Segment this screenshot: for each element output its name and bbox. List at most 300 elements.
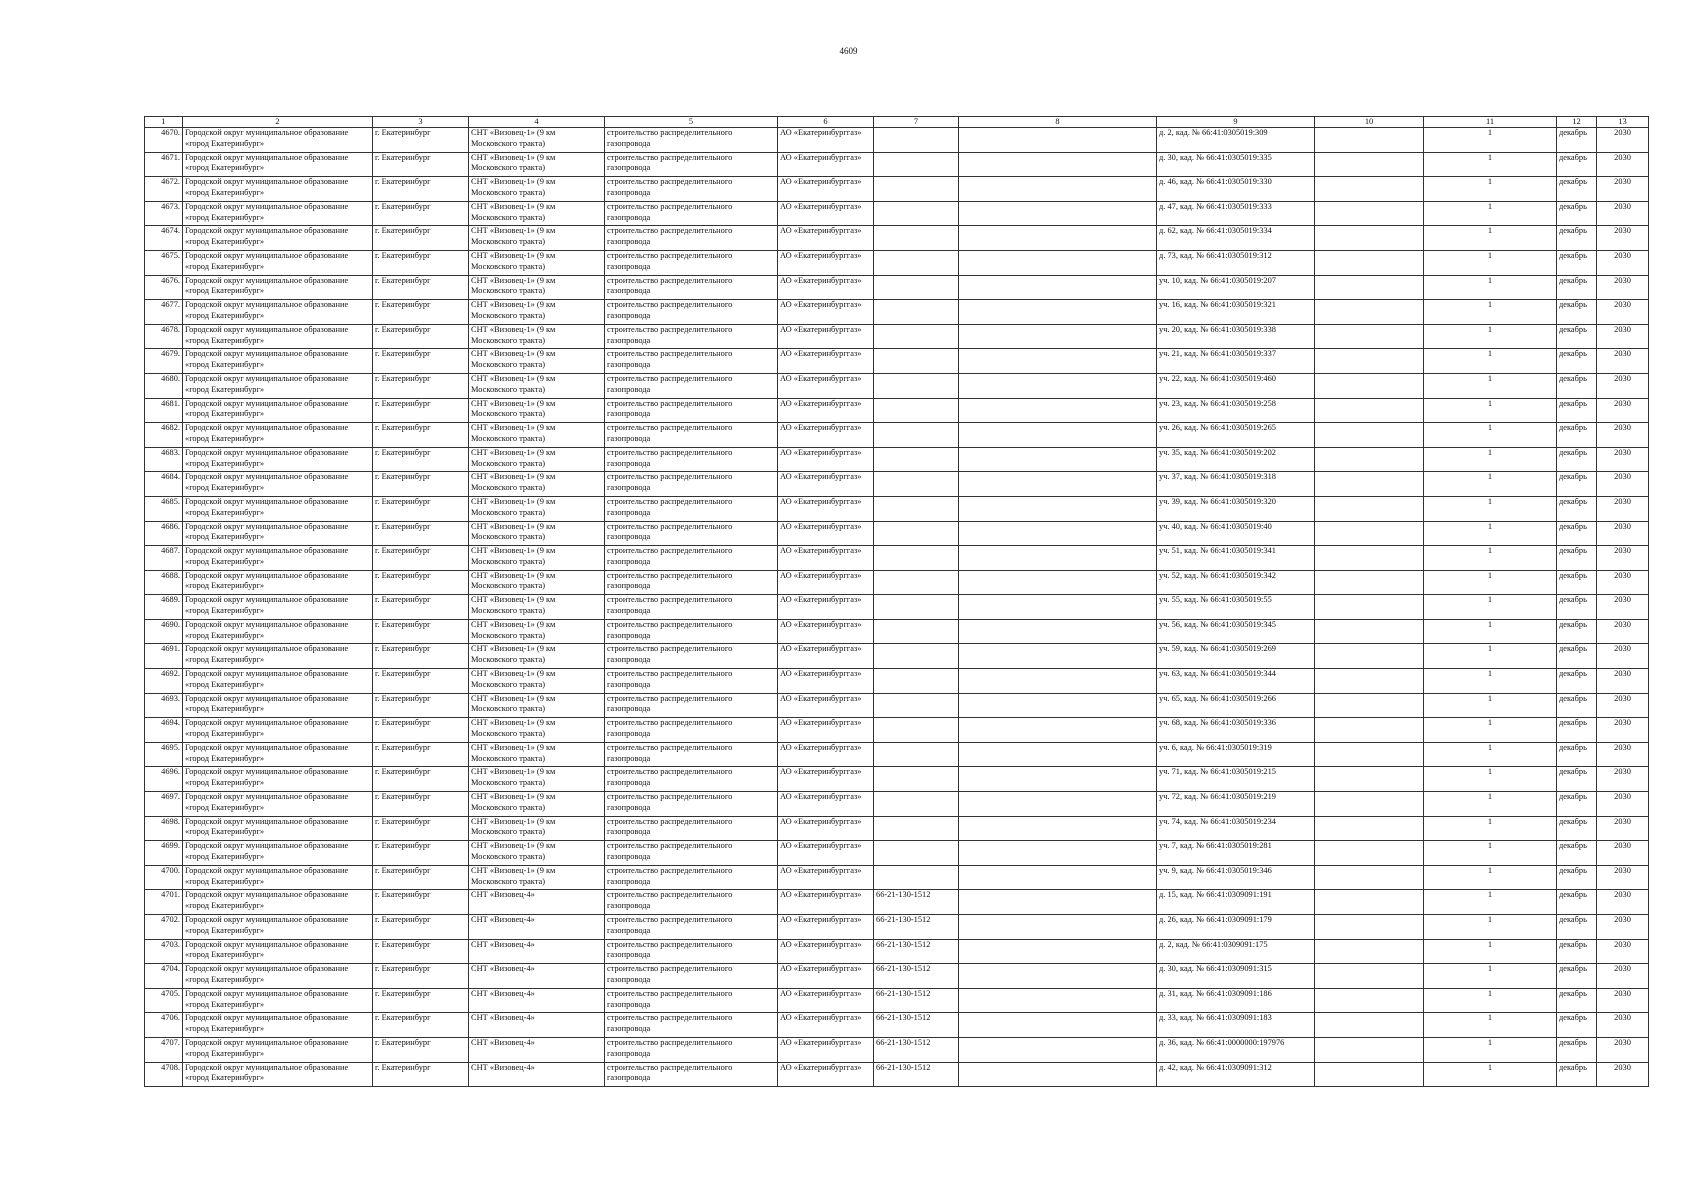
city: г. Екатеринбург bbox=[373, 226, 469, 251]
permit-number bbox=[874, 521, 959, 546]
quantity: 1 bbox=[1424, 570, 1557, 595]
quantity: 1 bbox=[1424, 890, 1557, 915]
address: СНТ «Визовец-1» (9 км Московского тракта) bbox=[469, 644, 605, 669]
column-10-cell bbox=[1315, 300, 1424, 325]
table-row bbox=[145, 669, 1649, 694]
year: 2030 bbox=[1597, 595, 1649, 620]
cadastral-number: уч. 6, кад. № 66:41:0305019:319 bbox=[1157, 742, 1315, 767]
column-10-cell bbox=[1315, 1013, 1424, 1038]
quantity: 1 bbox=[1424, 423, 1557, 448]
table-row bbox=[145, 177, 1649, 202]
row-number: 4690. bbox=[145, 619, 183, 644]
table-row bbox=[145, 718, 1649, 743]
month: декабрь bbox=[1557, 1062, 1597, 1087]
city: г. Екатеринбург bbox=[373, 644, 469, 669]
cadastral-number: д. 62, кад. № 66:41:0305019:334 bbox=[1157, 226, 1315, 251]
month: декабрь bbox=[1557, 669, 1597, 694]
column-10-cell bbox=[1315, 275, 1424, 300]
column-8-cell bbox=[959, 201, 1157, 226]
quantity: 1 bbox=[1424, 816, 1557, 841]
table-row bbox=[145, 496, 1649, 521]
municipality: Городской округ муниципальное образование «город Екатеринбург» bbox=[183, 964, 373, 989]
quantity: 1 bbox=[1424, 742, 1557, 767]
work-type: строительство распределительного газопровода bbox=[605, 373, 778, 398]
work-type: строительство распределительного газопровода bbox=[605, 915, 778, 940]
column-10-cell bbox=[1315, 890, 1424, 915]
column-10-cell bbox=[1315, 570, 1424, 595]
quantity: 1 bbox=[1424, 619, 1557, 644]
month: декабрь bbox=[1557, 865, 1597, 890]
municipality: Городской округ муниципальное образование «город Екатеринбург» bbox=[183, 841, 373, 866]
column-8-cell bbox=[959, 300, 1157, 325]
permit-number bbox=[874, 841, 959, 866]
quantity: 1 bbox=[1424, 275, 1557, 300]
year: 2030 bbox=[1597, 177, 1649, 202]
column-8-cell bbox=[959, 128, 1157, 153]
month: декабрь bbox=[1557, 619, 1597, 644]
work-type: строительство распределительного газопровода bbox=[605, 300, 778, 325]
address: СНТ «Визовец-1» (9 км Московского тракта) bbox=[469, 447, 605, 472]
work-type: строительство распределительного газопровода bbox=[605, 865, 778, 890]
year: 2030 bbox=[1597, 128, 1649, 153]
year: 2030 bbox=[1597, 718, 1649, 743]
quantity: 1 bbox=[1424, 226, 1557, 251]
address: СНТ «Визовец-1» (9 км Московского тракта) bbox=[469, 841, 605, 866]
address: СНТ «Визовец-1» (9 км Московского тракта) bbox=[469, 324, 605, 349]
work-type: строительство распределительного газопровода bbox=[605, 472, 778, 497]
month: декабрь bbox=[1557, 841, 1597, 866]
table-row bbox=[145, 521, 1649, 546]
row-number: 4678. bbox=[145, 324, 183, 349]
address: СНТ «Визовец-1» (9 км Московского тракта) bbox=[469, 570, 605, 595]
permit-number: 66-21-130-1512 bbox=[874, 1062, 959, 1087]
cadastral-number: уч. 40, кад. № 66:41:0305019:40 bbox=[1157, 521, 1315, 546]
year: 2030 bbox=[1597, 669, 1649, 694]
column-number-10: 10 bbox=[1315, 117, 1424, 128]
work-type: строительство распределительного газопровода bbox=[605, 988, 778, 1013]
column-10-cell bbox=[1315, 792, 1424, 817]
column-number-4: 4 bbox=[469, 117, 605, 128]
column-10-cell bbox=[1315, 1037, 1424, 1062]
month: декабрь bbox=[1557, 177, 1597, 202]
address: СНТ «Визовец-1» (9 км Московского тракта) bbox=[469, 496, 605, 521]
cadastral-number: д. 15, кад. № 66:41:0309091:191 bbox=[1157, 890, 1315, 915]
quantity: 1 bbox=[1424, 447, 1557, 472]
column-8-cell bbox=[959, 349, 1157, 374]
work-type: строительство распределительного газопровода bbox=[605, 152, 778, 177]
permit-number: 66-21-130-1512 bbox=[874, 1013, 959, 1038]
quantity: 1 bbox=[1424, 201, 1557, 226]
table-row bbox=[145, 1062, 1649, 1087]
column-number-11: 11 bbox=[1424, 117, 1557, 128]
organization: АО «Екатеринбурггаз» bbox=[778, 152, 874, 177]
table-row bbox=[145, 939, 1649, 964]
column-10-cell bbox=[1315, 841, 1424, 866]
month: декабрь bbox=[1557, 324, 1597, 349]
column-10-cell bbox=[1315, 865, 1424, 890]
cadastral-number: уч. 35, кад. № 66:41:0305019:202 bbox=[1157, 447, 1315, 472]
table-row bbox=[145, 742, 1649, 767]
city: г. Екатеринбург bbox=[373, 373, 469, 398]
column-10-cell bbox=[1315, 644, 1424, 669]
table-row bbox=[145, 423, 1649, 448]
permit-number bbox=[874, 275, 959, 300]
address: СНТ «Визовец-4» bbox=[469, 1062, 605, 1087]
year: 2030 bbox=[1597, 521, 1649, 546]
cadastral-number: д. 73, кад. № 66:41:0305019:312 bbox=[1157, 250, 1315, 275]
row-number: 4695. bbox=[145, 742, 183, 767]
organization: АО «Екатеринбурггаз» bbox=[778, 669, 874, 694]
permit-number bbox=[874, 423, 959, 448]
column-10-cell bbox=[1315, 619, 1424, 644]
address: СНТ «Визовец-4» bbox=[469, 988, 605, 1013]
quantity: 1 bbox=[1424, 373, 1557, 398]
cadastral-number: д. 30, кад. № 66:41:0305019:335 bbox=[1157, 152, 1315, 177]
table-row bbox=[145, 792, 1649, 817]
row-number: 4680. bbox=[145, 373, 183, 398]
table-row bbox=[145, 373, 1649, 398]
month: декабрь bbox=[1557, 275, 1597, 300]
municipality: Городской округ муниципальное образование «город Екатеринбург» bbox=[183, 939, 373, 964]
organization: АО «Екатеринбурггаз» bbox=[778, 865, 874, 890]
municipality: Городской округ муниципальное образование «город Екатеринбург» bbox=[183, 742, 373, 767]
month: декабрь bbox=[1557, 373, 1597, 398]
month: декабрь bbox=[1557, 496, 1597, 521]
address: СНТ «Визовец-1» (9 км Московского тракта) bbox=[469, 521, 605, 546]
municipality: Городской округ муниципальное образование «город Екатеринбург» bbox=[183, 398, 373, 423]
quantity: 1 bbox=[1424, 300, 1557, 325]
work-type: строительство распределительного газопровода bbox=[605, 792, 778, 817]
column-8-cell bbox=[959, 841, 1157, 866]
column-10-cell bbox=[1315, 201, 1424, 226]
year: 2030 bbox=[1597, 988, 1649, 1013]
municipality: Городской округ муниципальное образование «город Екатеринбург» bbox=[183, 275, 373, 300]
permit-number bbox=[874, 226, 959, 251]
cadastral-number: уч. 10, кад. № 66:41:0305019:207 bbox=[1157, 275, 1315, 300]
municipality: Городской округ муниципальное образование «город Екатеринбург» bbox=[183, 1013, 373, 1038]
month: декабрь bbox=[1557, 447, 1597, 472]
city: г. Екатеринбург bbox=[373, 964, 469, 989]
column-8-cell bbox=[959, 718, 1157, 743]
column-10-cell bbox=[1315, 1062, 1424, 1087]
quantity: 1 bbox=[1424, 496, 1557, 521]
city: г. Екатеринбург bbox=[373, 570, 469, 595]
table-row bbox=[145, 816, 1649, 841]
column-10-cell bbox=[1315, 177, 1424, 202]
permit-number bbox=[874, 718, 959, 743]
table-row bbox=[145, 841, 1649, 866]
work-type: строительство распределительного газопровода bbox=[605, 595, 778, 620]
row-number: 4688. bbox=[145, 570, 183, 595]
quantity: 1 bbox=[1424, 324, 1557, 349]
work-type: строительство распределительного газопровода bbox=[605, 1062, 778, 1087]
city: г. Екатеринбург bbox=[373, 324, 469, 349]
table-row bbox=[145, 644, 1649, 669]
column-10-cell bbox=[1315, 767, 1424, 792]
quantity: 1 bbox=[1424, 250, 1557, 275]
city: г. Екатеринбург bbox=[373, 496, 469, 521]
row-number: 4681. bbox=[145, 398, 183, 423]
city: г. Екатеринбург bbox=[373, 201, 469, 226]
permit-number bbox=[874, 570, 959, 595]
permit-number bbox=[874, 324, 959, 349]
year: 2030 bbox=[1597, 570, 1649, 595]
year: 2030 bbox=[1597, 939, 1649, 964]
municipality: Городской округ муниципальное образование «город Екатеринбург» bbox=[183, 226, 373, 251]
address: СНТ «Визовец-4» bbox=[469, 939, 605, 964]
row-number: 4674. bbox=[145, 226, 183, 251]
work-type: строительство распределительного газопровода bbox=[605, 496, 778, 521]
organization: АО «Екатеринбурггаз» bbox=[778, 619, 874, 644]
column-10-cell bbox=[1315, 250, 1424, 275]
month: декабрь bbox=[1557, 767, 1597, 792]
city: г. Екатеринбург bbox=[373, 521, 469, 546]
cadastral-number: уч. 51, кад. № 66:41:0305019:341 bbox=[1157, 546, 1315, 571]
work-type: строительство распределительного газопровода bbox=[605, 226, 778, 251]
table-row bbox=[145, 324, 1649, 349]
column-8-cell bbox=[959, 619, 1157, 644]
row-number: 4707. bbox=[145, 1037, 183, 1062]
organization: АО «Екатеринбурггаз» bbox=[778, 767, 874, 792]
organization: АО «Екатеринбурггаз» bbox=[778, 792, 874, 817]
municipality: Городской округ муниципальное образование «город Екатеринбург» bbox=[183, 128, 373, 153]
year: 2030 bbox=[1597, 546, 1649, 571]
table-row bbox=[145, 128, 1649, 153]
cadastral-number: д. 2, кад. № 66:41:0305019:309 bbox=[1157, 128, 1315, 153]
municipality: Городской округ муниципальное образование «город Екатеринбург» bbox=[183, 496, 373, 521]
city: г. Екатеринбург bbox=[373, 792, 469, 817]
address: СНТ «Визовец-1» (9 км Московского тракта) bbox=[469, 792, 605, 817]
quantity: 1 bbox=[1424, 767, 1557, 792]
permit-number bbox=[874, 349, 959, 374]
permit-number bbox=[874, 767, 959, 792]
quantity: 1 bbox=[1424, 792, 1557, 817]
column-10-cell bbox=[1315, 128, 1424, 153]
table-row bbox=[145, 546, 1649, 571]
city: г. Екатеринбург bbox=[373, 423, 469, 448]
address: СНТ «Визовец-4» bbox=[469, 964, 605, 989]
table-row bbox=[145, 595, 1649, 620]
city: г. Екатеринбург bbox=[373, 619, 469, 644]
permit-number bbox=[874, 447, 959, 472]
quantity: 1 bbox=[1424, 472, 1557, 497]
work-type: строительство распределительного газопровода bbox=[605, 718, 778, 743]
cadastral-number: уч. 23, кад. № 66:41:0305019:258 bbox=[1157, 398, 1315, 423]
permit-number bbox=[874, 693, 959, 718]
organization: АО «Екатеринбурггаз» bbox=[778, 1037, 874, 1062]
column-10-cell bbox=[1315, 447, 1424, 472]
column-10-cell bbox=[1315, 349, 1424, 374]
organization: АО «Екатеринбурггаз» bbox=[778, 939, 874, 964]
row-number: 4670. bbox=[145, 128, 183, 153]
city: г. Екатеринбург bbox=[373, 742, 469, 767]
work-type: строительство распределительного газопровода bbox=[605, 546, 778, 571]
organization: АО «Екатеринбурггаз» bbox=[778, 595, 874, 620]
work-type: строительство распределительного газопровода bbox=[605, 423, 778, 448]
organization: АО «Екатеринбурггаз» bbox=[778, 546, 874, 571]
column-10-cell bbox=[1315, 472, 1424, 497]
month: декабрь bbox=[1557, 816, 1597, 841]
permit-number: 66-21-130-1512 bbox=[874, 988, 959, 1013]
year: 2030 bbox=[1597, 472, 1649, 497]
city: г. Екатеринбург bbox=[373, 349, 469, 374]
municipality: Городской округ муниципальное образование «город Екатеринбург» bbox=[183, 250, 373, 275]
column-number-12: 12 bbox=[1557, 117, 1597, 128]
column-8-cell bbox=[959, 767, 1157, 792]
city: г. Екатеринбург bbox=[373, 988, 469, 1013]
row-number: 4697. bbox=[145, 792, 183, 817]
organization: АО «Екатеринбурггаз» bbox=[778, 644, 874, 669]
month: декабрь bbox=[1557, 644, 1597, 669]
municipality: Городской округ муниципальное образование «город Екатеринбург» bbox=[183, 915, 373, 940]
address: СНТ «Визовец-1» (9 км Московского тракта) bbox=[469, 595, 605, 620]
organization: АО «Екатеринбурггаз» bbox=[778, 128, 874, 153]
year: 2030 bbox=[1597, 349, 1649, 374]
column-8-cell bbox=[959, 1013, 1157, 1038]
cadastral-number: д. 47, кад. № 66:41:0305019:333 bbox=[1157, 201, 1315, 226]
work-type: строительство распределительного газопровода bbox=[605, 816, 778, 841]
permit-number bbox=[874, 201, 959, 226]
city: г. Екатеринбург bbox=[373, 250, 469, 275]
column-8-cell bbox=[959, 496, 1157, 521]
column-10-cell bbox=[1315, 152, 1424, 177]
organization: АО «Екатеринбурггаз» bbox=[778, 742, 874, 767]
column-10-cell bbox=[1315, 964, 1424, 989]
table-row bbox=[145, 226, 1649, 251]
row-number: 4699. bbox=[145, 841, 183, 866]
quantity: 1 bbox=[1424, 693, 1557, 718]
city: г. Екатеринбург bbox=[373, 718, 469, 743]
quantity: 1 bbox=[1424, 595, 1557, 620]
column-8-cell bbox=[959, 669, 1157, 694]
cadastral-number: уч. 55, кад. № 66:41:0305019:55 bbox=[1157, 595, 1315, 620]
row-number: 4694. bbox=[145, 718, 183, 743]
address: СНТ «Визовец-1» (9 км Московского тракта) bbox=[469, 865, 605, 890]
table-body bbox=[145, 128, 1649, 1087]
year: 2030 bbox=[1597, 201, 1649, 226]
work-type: строительство распределительного газопровода bbox=[605, 1037, 778, 1062]
row-number: 4700. bbox=[145, 865, 183, 890]
quantity: 1 bbox=[1424, 349, 1557, 374]
city: г. Екатеринбург bbox=[373, 128, 469, 153]
organization: АО «Екатеринбурггаз» bbox=[778, 1013, 874, 1038]
column-10-cell bbox=[1315, 939, 1424, 964]
quantity: 1 bbox=[1424, 1062, 1557, 1087]
table-row bbox=[145, 300, 1649, 325]
address: СНТ «Визовец-1» (9 км Московского тракта) bbox=[469, 816, 605, 841]
table-row bbox=[145, 250, 1649, 275]
quantity: 1 bbox=[1424, 546, 1557, 571]
cadastral-number: уч. 39, кад. № 66:41:0305019:320 bbox=[1157, 496, 1315, 521]
year: 2030 bbox=[1597, 398, 1649, 423]
column-8-cell bbox=[959, 423, 1157, 448]
cadastral-number: уч. 72, кад. № 66:41:0305019:219 bbox=[1157, 792, 1315, 817]
address: СНТ «Визовец-1» (9 км Московского тракта) bbox=[469, 128, 605, 153]
address: СНТ «Визовец-1» (9 км Московского тракта) bbox=[469, 177, 605, 202]
table-row bbox=[145, 988, 1649, 1013]
city: г. Екатеринбург bbox=[373, 816, 469, 841]
permit-number bbox=[874, 669, 959, 694]
quantity: 1 bbox=[1424, 915, 1557, 940]
address: СНТ «Визовец-1» (9 км Московского тракта) bbox=[469, 669, 605, 694]
column-8-cell bbox=[959, 447, 1157, 472]
table-row bbox=[145, 201, 1649, 226]
month: декабрь bbox=[1557, 939, 1597, 964]
month: декабрь bbox=[1557, 595, 1597, 620]
cadastral-number: уч. 7, кад. № 66:41:0305019:281 bbox=[1157, 841, 1315, 866]
column-8-cell bbox=[959, 472, 1157, 497]
cadastral-number: уч. 9, кад. № 66:41:0305019:346 bbox=[1157, 865, 1315, 890]
work-type: строительство распределительного газопровода bbox=[605, 570, 778, 595]
municipality: Городской округ муниципальное образование «город Екатеринбург» bbox=[183, 373, 373, 398]
permit-number bbox=[874, 373, 959, 398]
row-number: 4708. bbox=[145, 1062, 183, 1087]
column-8-cell bbox=[959, 939, 1157, 964]
quantity: 1 bbox=[1424, 841, 1557, 866]
column-8-cell bbox=[959, 816, 1157, 841]
column-8-cell bbox=[959, 398, 1157, 423]
month: декабрь bbox=[1557, 693, 1597, 718]
quantity: 1 bbox=[1424, 644, 1557, 669]
permit-number bbox=[874, 472, 959, 497]
permit-number bbox=[874, 644, 959, 669]
month: декабрь bbox=[1557, 472, 1597, 497]
address: СНТ «Визовец-1» (9 км Московского тракта) bbox=[469, 546, 605, 571]
column-8-cell bbox=[959, 152, 1157, 177]
month: декабрь bbox=[1557, 250, 1597, 275]
city: г. Екатеринбург bbox=[373, 1062, 469, 1087]
month: декабрь bbox=[1557, 718, 1597, 743]
column-10-cell bbox=[1315, 423, 1424, 448]
table-row bbox=[145, 865, 1649, 890]
row-number: 4679. bbox=[145, 349, 183, 374]
table-row bbox=[145, 570, 1649, 595]
work-type: строительство распределительного газопровода bbox=[605, 398, 778, 423]
city: г. Екатеринбург bbox=[373, 693, 469, 718]
table-row bbox=[145, 1013, 1649, 1038]
address: СНТ «Визовец-1» (9 км Московского тракта) bbox=[469, 423, 605, 448]
year: 2030 bbox=[1597, 1013, 1649, 1038]
city: г. Екатеринбург bbox=[373, 890, 469, 915]
municipality: Городской округ муниципальное образование «город Екатеринбург» bbox=[183, 570, 373, 595]
month: декабрь bbox=[1557, 546, 1597, 571]
year: 2030 bbox=[1597, 865, 1649, 890]
row-number: 4702. bbox=[145, 915, 183, 940]
year: 2030 bbox=[1597, 644, 1649, 669]
work-type: строительство распределительного газопровода bbox=[605, 521, 778, 546]
cadastral-number: уч. 37, кад. № 66:41:0305019:318 bbox=[1157, 472, 1315, 497]
column-8-cell bbox=[959, 373, 1157, 398]
column-8-cell bbox=[959, 693, 1157, 718]
column-8-cell bbox=[959, 546, 1157, 571]
organization: АО «Екатеринбурггаз» bbox=[778, 177, 874, 202]
municipality: Городской округ муниципальное образование «город Екатеринбург» bbox=[183, 1062, 373, 1087]
cadastral-number: уч. 26, кад. № 66:41:0305019:265 bbox=[1157, 423, 1315, 448]
table-row bbox=[145, 1037, 1649, 1062]
municipality: Городской округ муниципальное образование «город Екатеринбург» bbox=[183, 300, 373, 325]
quantity: 1 bbox=[1424, 1037, 1557, 1062]
permit-number bbox=[874, 595, 959, 620]
work-type: строительство распределительного газопровода bbox=[605, 177, 778, 202]
permit-number: 66-21-130-1512 bbox=[874, 1037, 959, 1062]
year: 2030 bbox=[1597, 964, 1649, 989]
city: г. Екатеринбург bbox=[373, 669, 469, 694]
month: декабрь bbox=[1557, 226, 1597, 251]
municipality: Городской округ муниципальное образование «город Екатеринбург» bbox=[183, 423, 373, 448]
cadastral-number: уч. 63, кад. № 66:41:0305019:344 bbox=[1157, 669, 1315, 694]
row-number: 4706. bbox=[145, 1013, 183, 1038]
work-type: строительство распределительного газопровода bbox=[605, 890, 778, 915]
